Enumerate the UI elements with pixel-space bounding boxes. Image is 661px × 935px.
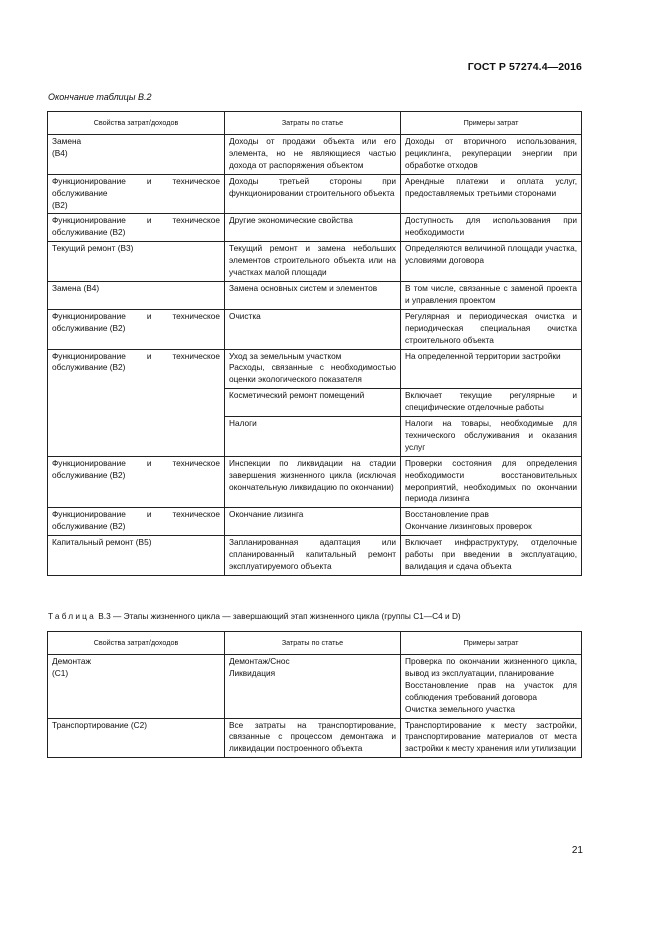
table-row — [48, 508, 582, 536]
table-b3-caption — [48, 611, 461, 621]
cell-cost: Текущий ремонт и замена небольших элементов строительного объекта или на участках малой площади — [225, 242, 401, 282]
cell-cost: Инспекции по ликвидации на стадии завершения жизненного цикла (исключая окончательную ликвидацию по окончании) — [225, 456, 401, 508]
table-caption-text: В.3 — Этапы жизненного цикла — завершающий этап жизненного цикла (группы C1—C4 и D) — [98, 611, 461, 621]
cell-cost: Косметический ремонт помещений — [225, 389, 401, 417]
cost-properties-table-b2 — [47, 111, 582, 576]
cell-property: Функционирование и техническое обслуживание (B2) — [48, 309, 225, 349]
page-number: 21 — [571, 845, 583, 856]
column-header-examples: Примеры затрат — [401, 112, 582, 135]
table-row — [48, 655, 582, 719]
document-id: ГОСТ Р 57274.4—2016 — [467, 61, 582, 73]
table-continuation-caption: Окончание таблицы В.2 — [48, 92, 152, 102]
cell-example: На определенной территории застройки — [401, 349, 582, 389]
table-row — [48, 456, 582, 508]
cell-property: Функционирование и техническое обслуживание (B2) — [48, 214, 225, 242]
table-row — [48, 135, 582, 175]
cell-example: Включает текущие регулярные и специфические отделочные работы — [401, 389, 582, 417]
cell-example: Арендные платежи и оплата услуг, предоставляемых третьими сторонами — [401, 174, 582, 214]
table-row — [48, 349, 582, 389]
table-header-row — [48, 632, 582, 655]
cell-property: Функционирование и техническое обслуживание (B2) — [48, 349, 225, 456]
cell-cost: Доходы от продажи объекта или его элемента, но не являющиеся частью дохода от распоряжения объектом — [225, 135, 401, 175]
cell-cost: Очистка — [225, 309, 401, 349]
cell-example: Проверки состояния для определения необходимости восстановительных мероприятий, необходимых по окончании периода лизинга — [401, 456, 582, 508]
cell-example: Регулярная и периодическая очистка и периодическая специальная очистка строительного объекта — [401, 309, 582, 349]
column-header-costs: Затраты по статье — [225, 112, 401, 135]
cell-property: Транспортирование (C2) — [48, 718, 225, 758]
column-header-properties: Свойства затрат/доходов — [48, 632, 225, 655]
cell-property: Демонтаж (C1) — [48, 655, 225, 719]
cell-property: Текущий ремонт (B3) — [48, 242, 225, 282]
cell-example: Определяются величиной площади участка, условиями договора — [401, 242, 582, 282]
cell-cost: Другие экономические свойства — [225, 214, 401, 242]
table-row — [48, 536, 582, 576]
cell-example: Включает инфраструктуру, отделочные работы при введении в эксплуатацию, валидация и сдача объекта — [401, 536, 582, 576]
cell-example: Доступность для использования при необходимости — [401, 214, 582, 242]
cell-example: Налоги на товары, необходимые для технического обслуживания и оказания услуг — [401, 417, 582, 457]
cell-property: Капитальный ремонт (B5) — [48, 536, 225, 576]
table-row — [48, 174, 582, 214]
cell-cost: Все затраты на транспортирование, связанные с процессом демонтажа и ликвидации построенного объекта — [225, 718, 401, 758]
cell-cost: Уход за земельным участком Расходы, связанные с необходимостью оценки экологического показателя — [225, 349, 401, 389]
lifecycle-end-table-b3 — [47, 631, 582, 758]
cell-example: Восстановление прав Окончание лизинговых проверок — [401, 508, 582, 536]
cell-property: Функционирование и техническое обслуживание (B2) — [48, 456, 225, 508]
table-row — [48, 214, 582, 242]
column-header-costs: Затраты по статье — [225, 632, 401, 655]
table-header-row — [48, 112, 582, 135]
cell-cost: Демонтаж/Снос Ликвидация — [225, 655, 401, 719]
cell-cost: Налоги — [225, 417, 401, 457]
table-row — [48, 309, 582, 349]
cell-cost: Замена основных систем и элементов — [225, 281, 401, 309]
cell-cost: Запланированная адаптация или спланированный капитальный ремонт эксплуатируемого объекта — [225, 536, 401, 576]
table-row — [48, 242, 582, 282]
cell-example: В том числе, связанные с заменой проекта и управления проектом — [401, 281, 582, 309]
cell-example: Доходы от вторичного использования, рециклинга, рекуперации энергии при обработке отходов — [401, 135, 582, 175]
column-header-properties: Свойства затрат/доходов — [48, 112, 225, 135]
table-caption-prefix: Таблица — [48, 611, 96, 621]
table-row — [48, 281, 582, 309]
cell-cost: Доходы третьей стороны при функционировании строительного объекта — [225, 174, 401, 214]
cell-property: Замена (B4) — [48, 135, 225, 175]
table-row — [48, 718, 582, 758]
column-header-examples: Примеры затрат — [401, 632, 582, 655]
cell-example: Проверка по окончании жизненного цикла, вывод из эксплуатации, планирование Восстановление прав на участок для соблюдения требований договора Очистка земельного участка — [401, 655, 582, 719]
cell-property: Замена (B4) — [48, 281, 225, 309]
cell-property: Функционирование и техническое обслуживание (B2) — [48, 508, 225, 536]
cell-property: Функционирование и техническое обслуживание (B2) — [48, 174, 225, 214]
cell-example: Транспортирование к месту застройки, транспортирование материалов от места застройки к месту хранения или утилизации — [401, 718, 582, 758]
cell-cost: Окончание лизинга — [225, 508, 401, 536]
